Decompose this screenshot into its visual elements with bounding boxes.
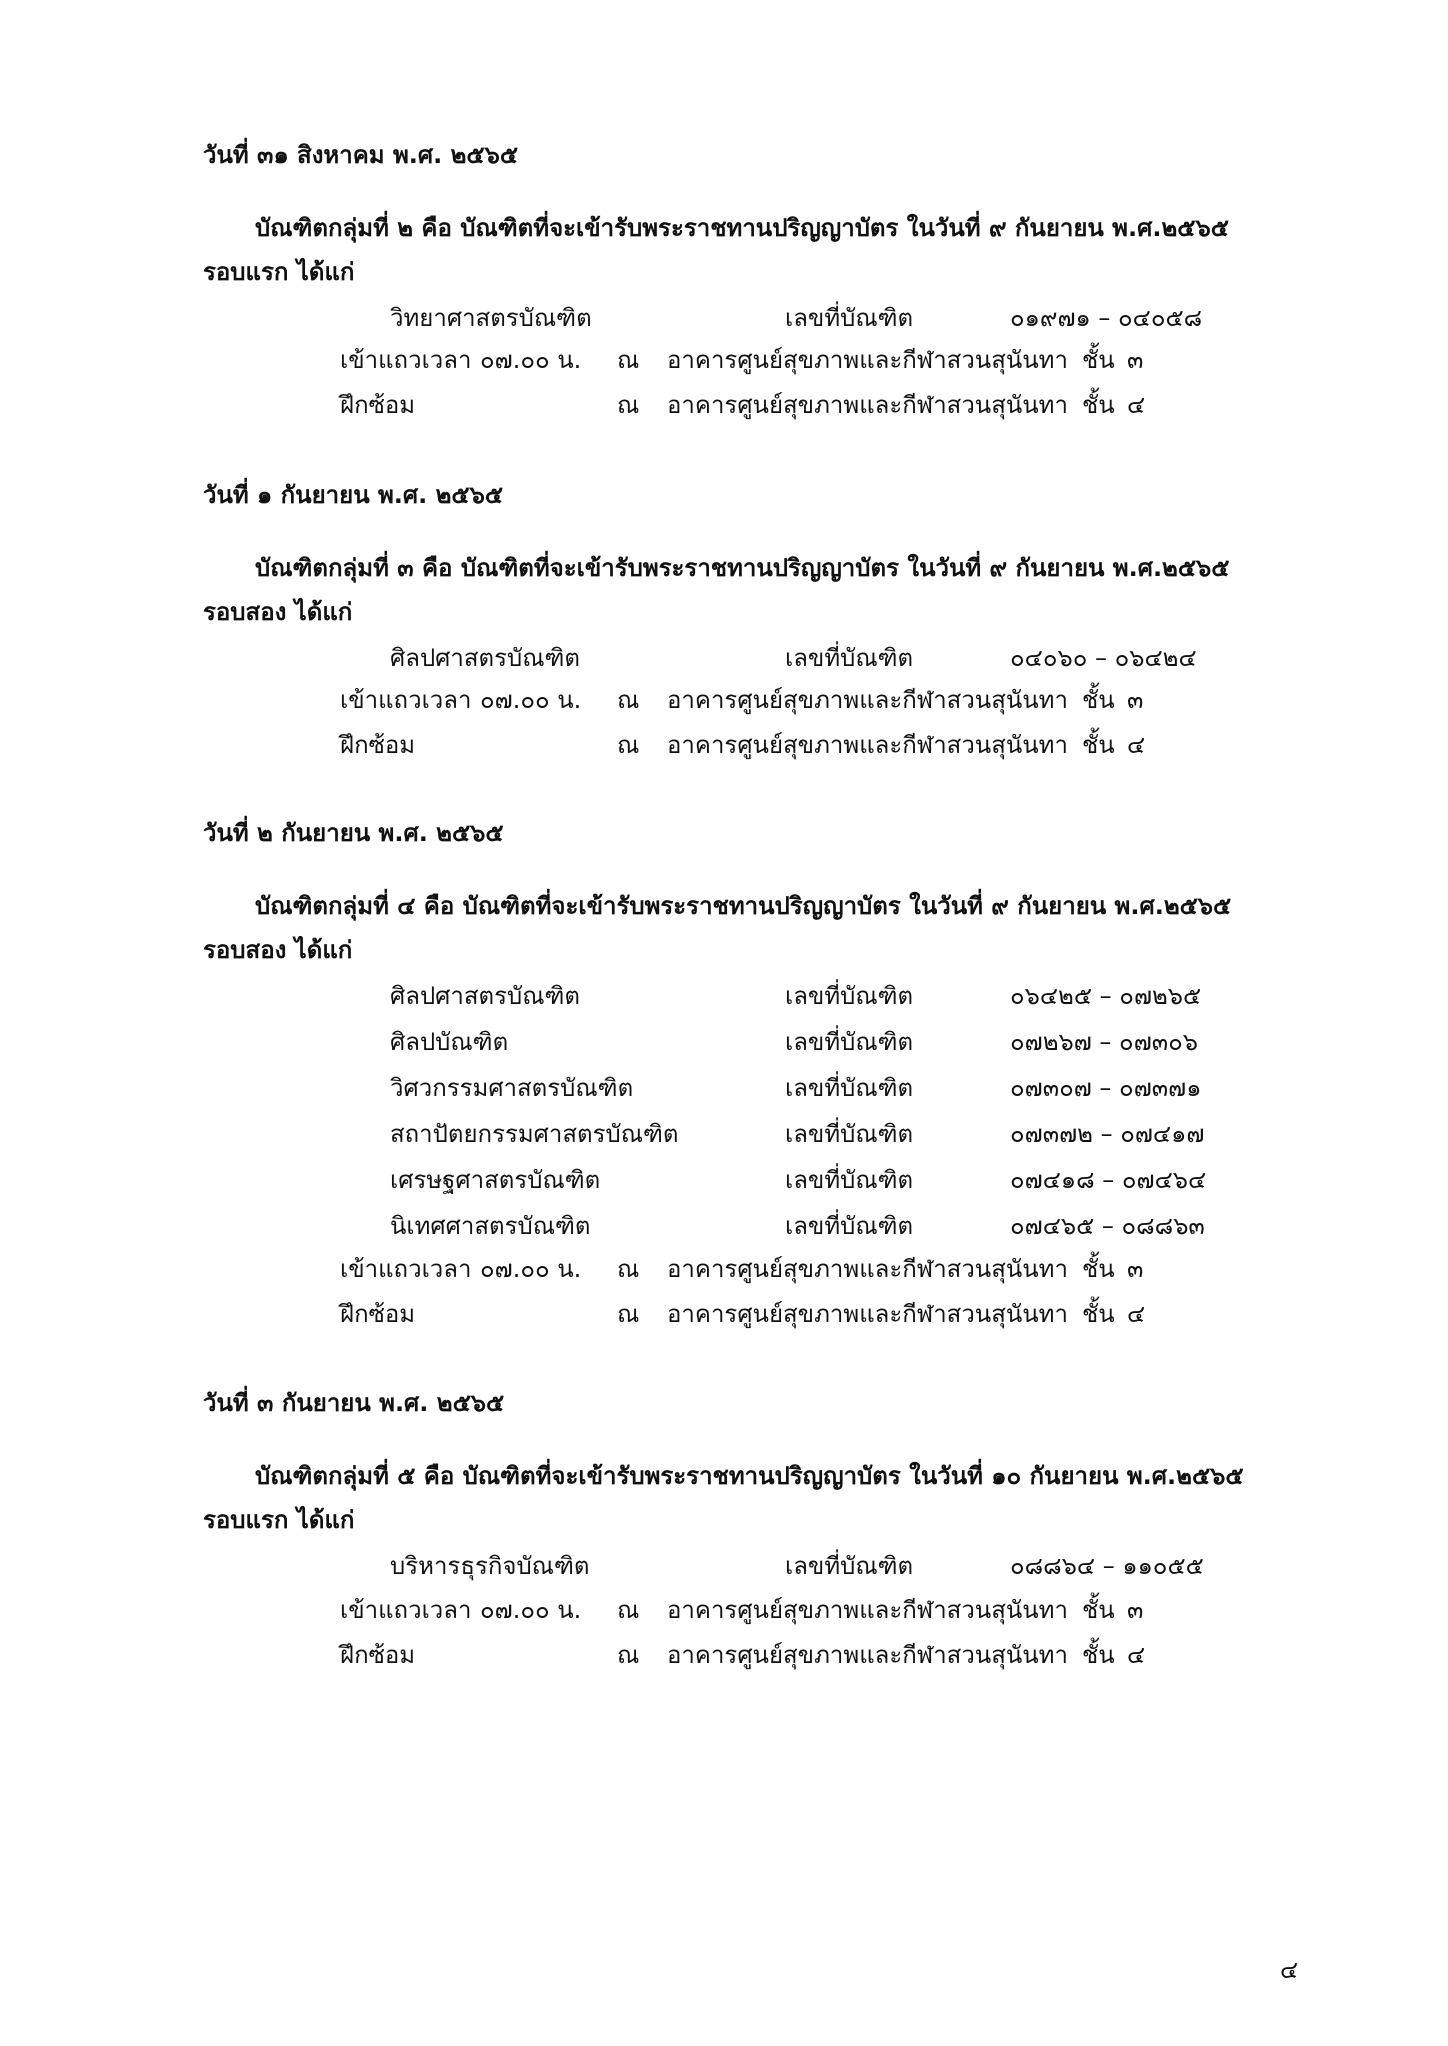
id-range: ๐๑๙๗๑ – ๐๔๐๕๘ (1010, 304, 1203, 332)
rehearsal-floor-label: ชั้น (1082, 731, 1115, 759)
id-range: ๐๘๘๖๔ – ๑๑๐๕๕ (1010, 1552, 1204, 1580)
id-label: เลขที่บัณฑิต (785, 982, 914, 1010)
queue-floor-label: ชั้น (1082, 686, 1115, 714)
group-line: บัณฑิตกลุ่มที่ ๒ คือ บัณฑิตที่จะเข้ารับพระราชทานปริญญาบัตร ในวันที่ ๙ กันยายน พ.ศ.๒๕๖๕ (255, 214, 1229, 242)
id-range: ๐๗๓๐๗ – ๐๗๓๗๑ (1010, 1074, 1202, 1102)
queue-venue: อาคารศูนย์สุขภาพและกีฬาสวนสุนันทา (667, 686, 1068, 714)
rehearsal-at: ณ (617, 731, 640, 759)
queue-venue: อาคารศูนย์สุขภาพและกีฬาสวนสุนันทา (667, 346, 1068, 374)
rehearsal-label: ฝึกซ้อม (340, 391, 416, 419)
queue-label: เข้าแถวเวลา (340, 346, 472, 374)
section-date: วันที่ ๑ กันยายน พ.ศ. ๒๕๖๕ (203, 481, 503, 509)
queue-at: ณ (617, 686, 640, 714)
rehearsal-floor: ๔ (1127, 1300, 1146, 1328)
id-label: เลขที่บัณฑิต (785, 1074, 914, 1102)
id-range: ๐๔๐๖๐ – ๐๖๔๒๔ (1010, 644, 1197, 672)
rehearsal-label: ฝึกซ้อม (340, 1641, 416, 1669)
degree-name: สถาปัตยกรรมศาสตรบัณฑิต (390, 1120, 679, 1148)
degree-name: นิเทศศาสตรบัณฑิต (390, 1212, 591, 1240)
group-line: บัณฑิตกลุ่มที่ ๕ คือ บัณฑิตที่จะเข้ารับพระราชทานปริญญาบัตร ในวันที่ ๑๐ กันยายน พ.ศ.๒๕๖๕ (255, 1462, 1244, 1490)
queue-floor-label: ชั้น (1082, 1255, 1115, 1283)
page-number: ๔ (1280, 1956, 1299, 1984)
rehearsal-floor-label: ชั้น (1082, 1641, 1115, 1669)
rehearsal-venue: อาคารศูนย์สุขภาพและกีฬาสวนสุนันทา (667, 391, 1068, 419)
round-line: รอบแรก ได้แก่ (203, 258, 355, 286)
queue-at: ณ (617, 346, 640, 374)
section-date: วันที่ ๓๑ สิงหาคม พ.ศ. ๒๕๖๕ (203, 141, 518, 169)
queue-venue: อาคารศูนย์สุขภาพและกีฬาสวนสุนันทา (667, 1255, 1068, 1283)
queue-floor: ๓ (1127, 686, 1144, 714)
queue-floor: ๓ (1127, 1596, 1144, 1624)
queue-at: ณ (617, 1596, 640, 1624)
id-range: ๐๗๒๖๗ – ๐๗๓๐๖ (1010, 1028, 1199, 1056)
queue-floor: ๓ (1127, 346, 1144, 374)
queue-floor: ๓ (1127, 1255, 1144, 1283)
rehearsal-floor-label: ชั้น (1082, 1300, 1115, 1328)
id-range: ๐๗๔๑๘ – ๐๗๔๖๔ (1010, 1166, 1207, 1194)
id-range: ๐๖๔๒๕ – ๐๗๒๖๕ (1010, 982, 1202, 1010)
rehearsal-at: ณ (617, 391, 640, 419)
round-line: รอบสอง ได้แก่ (203, 598, 353, 626)
id-label: เลขที่บัณฑิต (785, 1028, 914, 1056)
group-line: บัณฑิตกลุ่มที่ ๔ คือ บัณฑิตที่จะเข้ารับพระราชทานปริญญาบัตร ในวันที่ ๙ กันยายน พ.ศ.๒๕๖๕ (255, 892, 1232, 920)
queue-label: เข้าแถวเวลา (340, 1596, 472, 1624)
queue-time: ๐๗.๐๐ น. (480, 346, 582, 374)
rehearsal-label: ฝึกซ้อม (340, 731, 416, 759)
id-label: เลขที่บัณฑิต (785, 1212, 914, 1240)
rehearsal-at: ณ (617, 1300, 640, 1328)
queue-time: ๐๗.๐๐ น. (480, 1596, 582, 1624)
id-label: เลขที่บัณฑิต (785, 304, 914, 332)
id-label: เลขที่บัณฑิต (785, 1552, 914, 1580)
queue-time: ๐๗.๐๐ น. (480, 686, 582, 714)
queue-floor-label: ชั้น (1082, 346, 1115, 374)
rehearsal-floor: ๔ (1127, 731, 1146, 759)
section-date: วันที่ ๓ กันยายน พ.ศ. ๒๕๖๕ (203, 1389, 505, 1417)
rehearsal-venue: อาคารศูนย์สุขภาพและกีฬาสวนสุนันทา (667, 1641, 1068, 1669)
section-date: วันที่ ๒ กันยายน พ.ศ. ๒๕๖๕ (203, 819, 504, 847)
degree-name: ศิลปศาสตรบัณฑิต (390, 982, 581, 1010)
id-range: ๐๗๔๖๕ – ๐๘๘๖๓ (1010, 1212, 1205, 1240)
queue-floor-label: ชั้น (1082, 1596, 1115, 1624)
degree-name: วิทยาศาสตรบัณฑิต (390, 304, 592, 332)
degree-name: เศรษฐศาสตรบัณฑิต (390, 1166, 601, 1194)
rehearsal-floor-label: ชั้น (1082, 391, 1115, 419)
rehearsal-venue: อาคารศูนย์สุขภาพและกีฬาสวนสุนันทา (667, 1300, 1068, 1328)
queue-venue: อาคารศูนย์สุขภาพและกีฬาสวนสุนันทา (667, 1596, 1068, 1624)
rehearsal-venue: อาคารศูนย์สุขภาพและกีฬาสวนสุนันทา (667, 731, 1068, 759)
rehearsal-floor: ๔ (1127, 1641, 1146, 1669)
id-label: เลขที่บัณฑิต (785, 1166, 914, 1194)
degree-name: ศิลปบัณฑิต (390, 1028, 509, 1056)
round-line: รอบสอง ได้แก่ (203, 936, 353, 964)
queue-at: ณ (617, 1255, 640, 1283)
queue-label: เข้าแถวเวลา (340, 1255, 472, 1283)
degree-name: บริหารธุรกิจบัณฑิต (390, 1552, 590, 1580)
id-range: ๐๗๓๗๒ – ๐๗๔๑๗ (1010, 1120, 1205, 1148)
degree-name: ศิลปศาสตรบัณฑิต (390, 644, 581, 672)
queue-time: ๐๗.๐๐ น. (480, 1255, 582, 1283)
rehearsal-floor: ๔ (1127, 391, 1146, 419)
id-label: เลขที่บัณฑิต (785, 644, 914, 672)
rehearsal-label: ฝึกซ้อม (340, 1300, 416, 1328)
degree-name: วิศวกรรมศาสตรบัณฑิต (390, 1074, 634, 1102)
round-line: รอบแรก ได้แก่ (203, 1506, 355, 1534)
id-label: เลขที่บัณฑิต (785, 1120, 914, 1148)
queue-label: เข้าแถวเวลา (340, 686, 472, 714)
group-line: บัณฑิตกลุ่มที่ ๓ คือ บัณฑิตที่จะเข้ารับพระราชทานปริญญาบัตร ในวันที่ ๙ กันยายน พ.ศ.๒๕๖๕ (255, 554, 1230, 582)
rehearsal-at: ณ (617, 1641, 640, 1669)
